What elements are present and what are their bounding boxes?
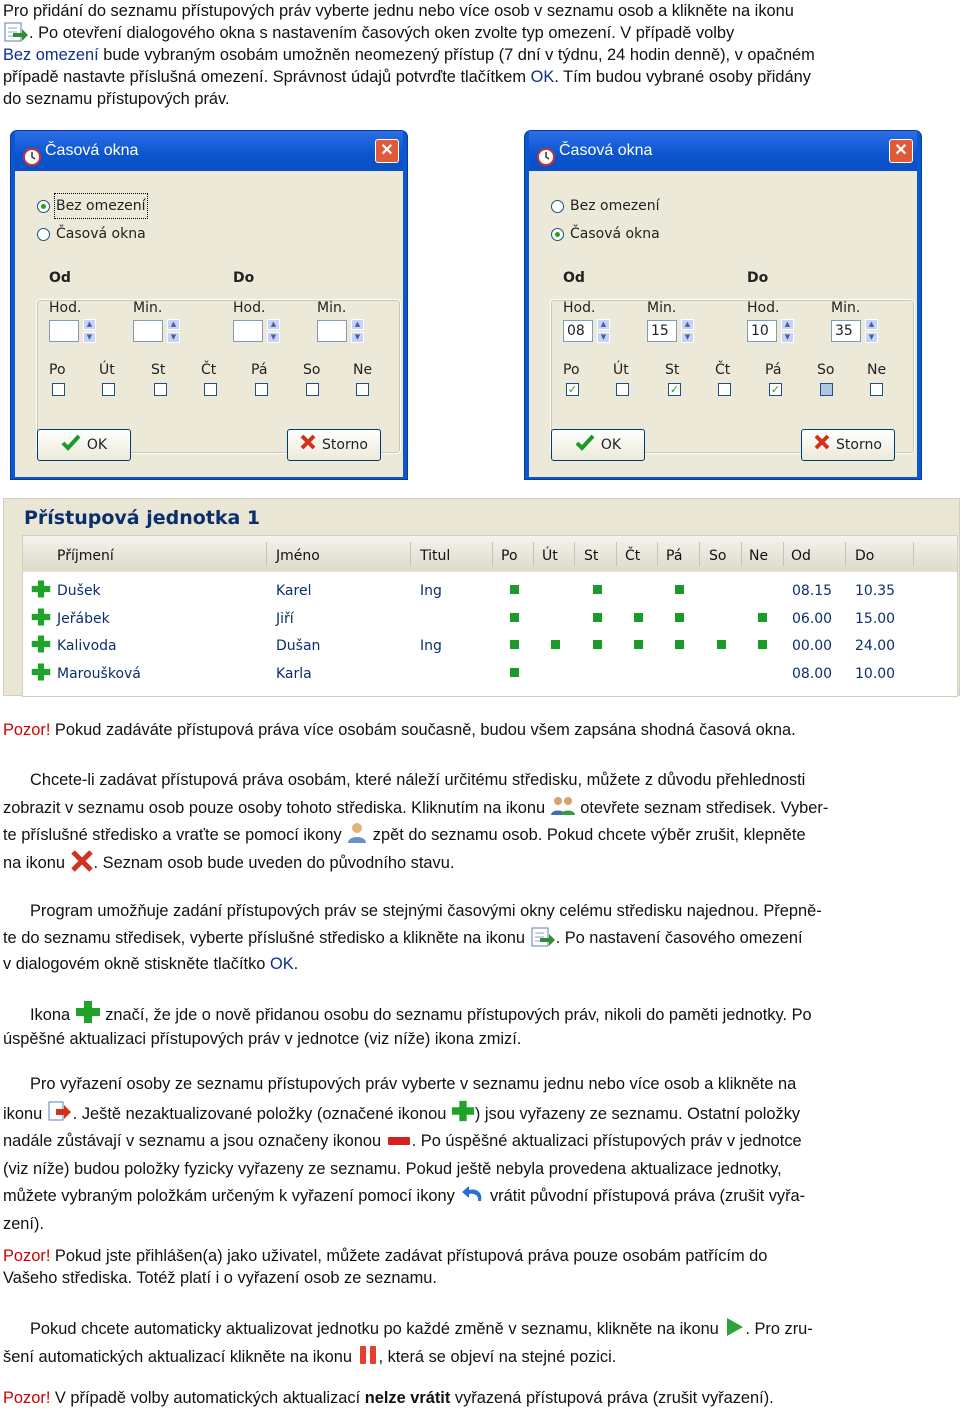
cell-jmeno: Jiří bbox=[276, 610, 294, 627]
cell-od: 08.00 bbox=[792, 665, 833, 682]
plus-icon bbox=[75, 1000, 101, 1024]
warning-paragraph-1: Pozor! Pokud zadáváte přístupová práva více osobám současně, budou všem zapsána shodná časová okna. bbox=[3, 721, 796, 739]
groups-icon bbox=[550, 795, 576, 817]
close-icon[interactable]: ✕ bbox=[375, 139, 399, 163]
checkbox-po[interactable] bbox=[52, 383, 65, 396]
time-windows-dialog-left bbox=[10, 130, 408, 480]
checkbox-ne[interactable] bbox=[356, 383, 369, 396]
warning-paragraph-3: Pozor! V případě volby automatických aktualizací nelze vrátit vyřazená přístupová práva (zrušit vyřazení). bbox=[3, 1389, 774, 1407]
plus-icon bbox=[31, 662, 51, 689]
label-do-hod: Hod. bbox=[233, 300, 266, 316]
day-label-ne: Ne bbox=[353, 362, 373, 378]
table-row[interactable] bbox=[23, 631, 957, 658]
day-label-po: Po bbox=[563, 362, 580, 378]
access-unit-title: Přístupová jednotka 1 bbox=[24, 507, 261, 529]
cell-do: 10.35 bbox=[855, 583, 896, 599]
label-od: Od bbox=[49, 270, 71, 286]
paragraph-remove: Pro vyřazení osoby ze seznamu přístupových práv vyberte v seznamu jednu nebo více osob a klikněte na ikonu . Ještě nezaktualizované položky (označené ikonou ) jsou vyřazeny ze seznamu. Ostatní položky nadále zůstávají v seznamu a jsou označeny ikonou . Po úspěšné aktualizaci přístupových práv v jednotce (viz níže) budou položky fyzicky vyřazeny ze seznamu. Pokud ještě nebyla provedena aktualizace jednotky, můžete vybraným položkám určeným k vyřazení pomocí ikony vrátit původní přístupová práva (zrušit vyřa- zení). bbox=[3, 1075, 806, 1233]
cell-do: 15.00 bbox=[855, 610, 896, 627]
checkbox-po[interactable]: ✓ bbox=[567, 383, 578, 396]
access-unit-panel bbox=[3, 498, 960, 696]
od-hod-spinner[interactable]: 08 ▲ ▼ bbox=[563, 319, 610, 343]
day-marker bbox=[758, 640, 767, 649]
day-marker bbox=[717, 640, 726, 649]
label-do-min: Min. bbox=[317, 300, 347, 316]
storno-button[interactable]: Storno bbox=[801, 429, 895, 461]
time-windows-dialog-right bbox=[524, 130, 922, 480]
day-label-so: So bbox=[303, 362, 321, 378]
day-label-so: So bbox=[817, 362, 835, 378]
cell-jmeno: Dušan bbox=[276, 638, 321, 654]
table-row[interactable] bbox=[23, 604, 957, 631]
col-header-so[interactable]: So bbox=[709, 548, 727, 564]
intro-line-1: Pro přidání do seznamu přístupových práv vyberte jednu nebo více osob v seznamu osob a klikněte na ikonu bbox=[3, 2, 794, 20]
label-do-hod: Hod. bbox=[747, 300, 780, 316]
ok-button[interactable]: OK bbox=[37, 429, 131, 461]
cell-prijmeni: Dušek bbox=[57, 583, 101, 599]
checkbox-pa[interactable]: ✓ bbox=[770, 383, 781, 396]
cell-prijmeni: Jeřábek bbox=[57, 610, 110, 627]
pozor-label: Pozor! bbox=[3, 721, 51, 739]
cell-od: 08.15 bbox=[792, 583, 833, 599]
pause-icon bbox=[357, 1344, 379, 1366]
checkbox-st[interactable]: ✓ bbox=[669, 383, 680, 396]
day-marker bbox=[593, 585, 602, 594]
do-min-spinner[interactable]: 35 ▲ ▼ bbox=[831, 319, 878, 343]
checkbox-st[interactable] bbox=[154, 383, 167, 396]
cell-do: 24.00 bbox=[855, 638, 896, 654]
ok-button[interactable]: OK bbox=[551, 429, 645, 461]
checkbox-ut[interactable] bbox=[102, 383, 115, 396]
label-do-min: Min. bbox=[831, 300, 861, 316]
cell-do: 10.00 bbox=[855, 665, 896, 682]
plus-icon bbox=[31, 607, 51, 634]
do-min-spinner[interactable]: ▲ ▼ bbox=[317, 319, 364, 343]
label-od-min: Min. bbox=[647, 300, 677, 316]
dialog-title: Časová okna bbox=[45, 142, 139, 159]
label-do: Do bbox=[747, 270, 769, 286]
day-marker bbox=[510, 613, 519, 622]
day-marker bbox=[634, 640, 643, 649]
plus-icon bbox=[451, 1099, 475, 1123]
cell-jmeno: Karla bbox=[276, 665, 312, 682]
do-hod-spinner[interactable]: 10 ▲ ▼ bbox=[747, 319, 794, 343]
table-row[interactable] bbox=[23, 576, 957, 603]
col-header-po[interactable]: Po bbox=[501, 548, 518, 564]
undo-icon bbox=[459, 1183, 485, 1205]
add-to-list-icon bbox=[3, 22, 29, 42]
day-marker bbox=[675, 585, 684, 594]
access-rights-table bbox=[22, 535, 958, 697]
paragraph-center-whole: Program umožňuje zadání přístupových práv se stejnými časovými okny celému středisku najednou. Přepně- te do seznamu středisek, vyberte příslušné středisko a klikněte na ikonu . Po nastavení časového omezení v dialogovém okně stiskněte tlačítko OK. bbox=[3, 902, 822, 973]
checkbox-ct[interactable] bbox=[204, 383, 217, 396]
remove-icon bbox=[47, 1101, 73, 1123]
label-od-hod: Hod. bbox=[563, 300, 596, 316]
day-label-pa: Pá bbox=[765, 362, 782, 378]
table-row[interactable] bbox=[23, 659, 957, 686]
day-label-ut: Út bbox=[99, 362, 115, 378]
day-label-st: St bbox=[665, 362, 680, 378]
col-header-ct[interactable]: Čt bbox=[625, 548, 641, 564]
day-marker bbox=[675, 613, 684, 622]
checkbox-ct[interactable] bbox=[718, 383, 731, 396]
col-header-ut[interactable]: Út bbox=[542, 548, 558, 564]
cross-icon bbox=[300, 434, 316, 457]
person-icon bbox=[346, 822, 368, 844]
storno-button[interactable]: Storno bbox=[287, 429, 381, 461]
col-header-jmeno[interactable]: Jméno bbox=[276, 548, 320, 564]
day-label-ct: Čt bbox=[201, 362, 217, 378]
day-marker bbox=[510, 585, 519, 594]
ok-term: OK bbox=[530, 68, 555, 86]
intro-paragraph: Pro přidání do seznamu přístupových práv vyberte jednu nebo více osob v seznamu osob a klikněte na ikonu . Po otevření dialogového okna s nastavením časových oken zvolte typ omezení. V případě volby Bez omezení bude vybraným osobám umožněn neomezený přístup (7 dní v týdnu, 24 hodin denně), v opačném případě nastavte příslušná omezení. Správnost údajů potvrďte tlačítkem OK. Tím budou vybrané osoby přidány do seznamu přístupových práv. bbox=[3, 0, 958, 110]
checkmark-icon bbox=[61, 433, 81, 458]
radio-bez-omezeni[interactable]: Bez omezení bbox=[37, 195, 146, 217]
day-marker bbox=[758, 613, 767, 622]
day-label-pa: Pá bbox=[251, 362, 268, 378]
col-header-ne[interactable]: Ne bbox=[749, 548, 769, 564]
radio-casova-okna[interactable]: Časová okna bbox=[37, 223, 146, 245]
checkmark-icon bbox=[575, 433, 595, 458]
day-marker bbox=[510, 668, 519, 677]
day-label-st: St bbox=[151, 362, 166, 378]
plus-icon bbox=[31, 579, 51, 606]
cell-titul: Ing bbox=[420, 583, 442, 599]
od-hod-spinner[interactable]: ▲ ▼ bbox=[49, 319, 96, 343]
label-od-hod: Hod. bbox=[49, 300, 82, 316]
close-icon[interactable]: ✕ bbox=[889, 139, 913, 163]
cell-od: 06.00 bbox=[792, 610, 833, 627]
checkbox-ut[interactable] bbox=[616, 383, 629, 396]
play-icon bbox=[723, 1316, 745, 1338]
day-label-ut: Út bbox=[613, 362, 629, 378]
day-marker bbox=[593, 640, 602, 649]
cell-titul: Ing bbox=[420, 638, 442, 654]
col-header-st[interactable]: St bbox=[584, 548, 599, 564]
cross-icon bbox=[70, 850, 94, 872]
dialog-titlebar bbox=[529, 131, 917, 171]
checkbox-so[interactable] bbox=[820, 383, 833, 396]
col-header-do[interactable]: Do bbox=[855, 548, 875, 564]
label-od-min: Min. bbox=[133, 300, 163, 316]
cell-prijmeni: Maroušková bbox=[57, 665, 141, 682]
warning-paragraph-2: Pozor! Pokud jste přihlášen(a) jako uživatel, můžete zadávat přístupová práva pouze osobám patřícím do Vašeho střediska. Totéž platí i o vyřazení osob ze seznamu. bbox=[3, 1247, 768, 1287]
od-min-spinner[interactable]: 15 ▲ ▼ bbox=[647, 319, 694, 343]
paragraph-strediska: Chcete-li zadávat přístupová práva osobám, které náleží určitému středisku, můžete z důvodu přehlednosti zobrazit v seznamu osob pouze osoby tohoto střediska. Kliknutím na ikonu otevřete seznam středisek. Vyber- te příslušné středisko a vraťte se pomocí ikony zpět do seznamu osob. Pokud chcete výběr zrušit, klepněte na ikonu . Seznam osob bude uveden do původního stavu. bbox=[3, 771, 829, 872]
do-hod-spinner[interactable]: ▲ ▼ bbox=[233, 319, 280, 343]
table-header bbox=[23, 536, 957, 572]
col-header-pa[interactable]: Pá bbox=[666, 548, 683, 564]
cell-jmeno: Karel bbox=[276, 583, 312, 599]
intro-line-2: . Po otevření dialogového okna s nastavením časových oken zvolte typ omezení. V případě volby bbox=[3, 22, 958, 44]
day-label-po: Po bbox=[49, 362, 66, 378]
col-header-od[interactable]: Od bbox=[791, 548, 811, 564]
day-label-ct: Čt bbox=[715, 362, 731, 378]
bez-omezeni-term: Bez omezení bbox=[3, 46, 99, 64]
col-header-titul[interactable]: Titul bbox=[420, 548, 451, 564]
checkbox-so[interactable] bbox=[306, 383, 319, 396]
day-marker bbox=[510, 640, 519, 649]
day-marker bbox=[551, 640, 560, 649]
cross-icon bbox=[814, 434, 830, 457]
add-to-list-icon bbox=[530, 927, 556, 947]
dialog-titlebar bbox=[15, 131, 403, 171]
radio-casova-okna[interactable]: Časová okna bbox=[551, 223, 660, 245]
label-od: Od bbox=[563, 270, 585, 286]
cell-prijmeni: Kalivoda bbox=[57, 638, 117, 654]
minus-icon bbox=[386, 1134, 412, 1150]
checkbox-pa[interactable] bbox=[255, 383, 268, 396]
plus-icon bbox=[31, 634, 51, 661]
day-label-ne: Ne bbox=[867, 362, 887, 378]
paragraph-auto-update: Pokud chcete automaticky aktualizovat jednotku po každé změně v seznamu, klikněte na ikonu . Pro zru- šení automatických aktualizací klikněte na ikonu , která se objeví na stejné pozici. bbox=[3, 1316, 958, 1371]
od-min-spinner[interactable]: ▲ ▼ bbox=[133, 319, 180, 343]
cell-od: 00.00 bbox=[792, 638, 833, 654]
checkbox-ne[interactable] bbox=[870, 383, 883, 396]
dialog-title: Časová okna bbox=[559, 142, 653, 159]
col-header-prijmeni[interactable]: Příjmení bbox=[57, 548, 114, 564]
day-marker bbox=[593, 613, 602, 622]
radio-bez-omezeni[interactable]: Bez omezení bbox=[551, 195, 660, 217]
label-do: Do bbox=[233, 270, 255, 286]
day-marker bbox=[675, 640, 684, 649]
day-marker bbox=[634, 613, 643, 622]
paragraph-plus-icon: Ikona značí, že jde o nově přidanou osobu do seznamu přístupových práv, nikoli do paměti jednotky. Po úspěšné aktualizaci přístupových práv v jednotce (viz níže) ikona zmizí. bbox=[3, 1000, 958, 1051]
